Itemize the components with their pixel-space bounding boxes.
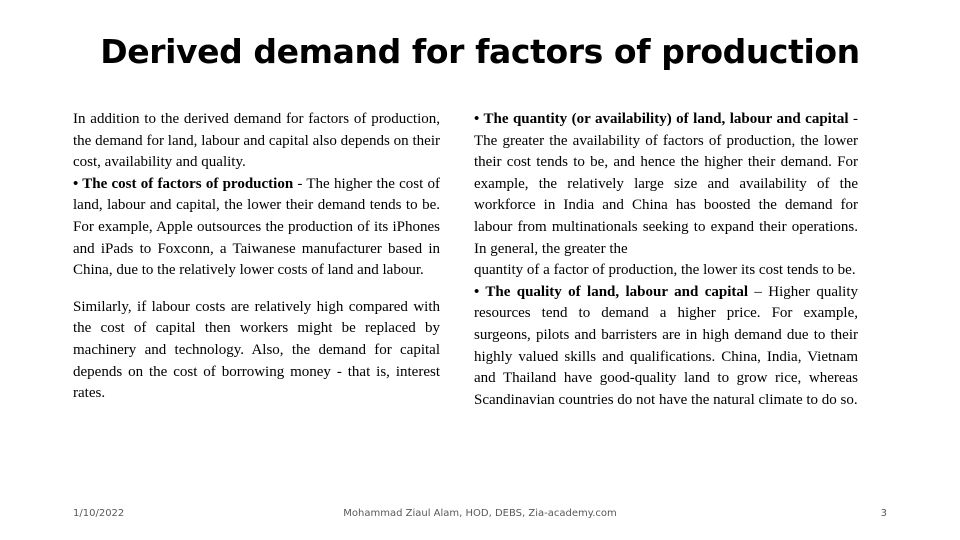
cost-text: - The higher the cost of land, labour and capital, the lower their demand tends to be. For example, Apple outsources the production of its iPhones and iPads to Foxconn, a Taiwanese manufacturer based in China, due to the relatively lower costs of land and labour. bbox=[73, 175, 440, 279]
footer-date: 1/10/2022 bbox=[73, 508, 125, 519]
slide-title: Derived demand for factors of production bbox=[100, 32, 860, 71]
quantity-text: - The greater the availability of factors of production, the lower their cost tends to be, and hence the higher their demand. For example, the relatively large size and availability of the workforce in India and China has boosted the demand for labour from multinationals seeking to expand their operations. In general, the greater the bbox=[474, 111, 859, 257]
left-text-column bbox=[73, 109, 440, 405]
left-paragraph-cost bbox=[73, 174, 440, 282]
footer-author: Mohammad Ziaul Alam, HOD, DEBS, Zia-academy.com bbox=[343, 508, 617, 519]
quality-text: – Higher quality resources tend to demand a higher price. For example, surgeons, pilots and barristers are in high demand due to their highly valued skills and qualifications. China, India, Vietnam and Thailand have good-quality land to grow rice, whereas Scandinavian countries do not have the natural climate to do so. bbox=[474, 283, 858, 408]
right-paragraph-quality bbox=[474, 282, 858, 412]
right-paragraph-quantity bbox=[474, 109, 858, 260]
cost-heading: • The cost of factors of production bbox=[73, 175, 294, 192]
left-paragraph-intro: In addition to the derived demand for factors of production, the demand for land, labour and capital also depends on their cost, availability and quality. bbox=[73, 111, 440, 171]
left-paragraph-labour-costs: Similarly, if labour costs are relatively high compared with the cost of capital then workers might be replaced by machinery and technology. Also, the demand for capital depends on the cost of borrowing money - that is, interest rates. bbox=[73, 298, 440, 402]
quantity-heading: • The quantity (or availability) of land, labour and capital bbox=[474, 111, 849, 127]
footer-page-number: 3 bbox=[880, 508, 887, 519]
quality-heading: • The quality of land, labour and capital bbox=[474, 283, 749, 300]
right-text-column bbox=[474, 109, 858, 411]
right-paragraph-quantity-cont: quantity of a factor of production, the lower its cost tends to be. bbox=[474, 262, 856, 279]
